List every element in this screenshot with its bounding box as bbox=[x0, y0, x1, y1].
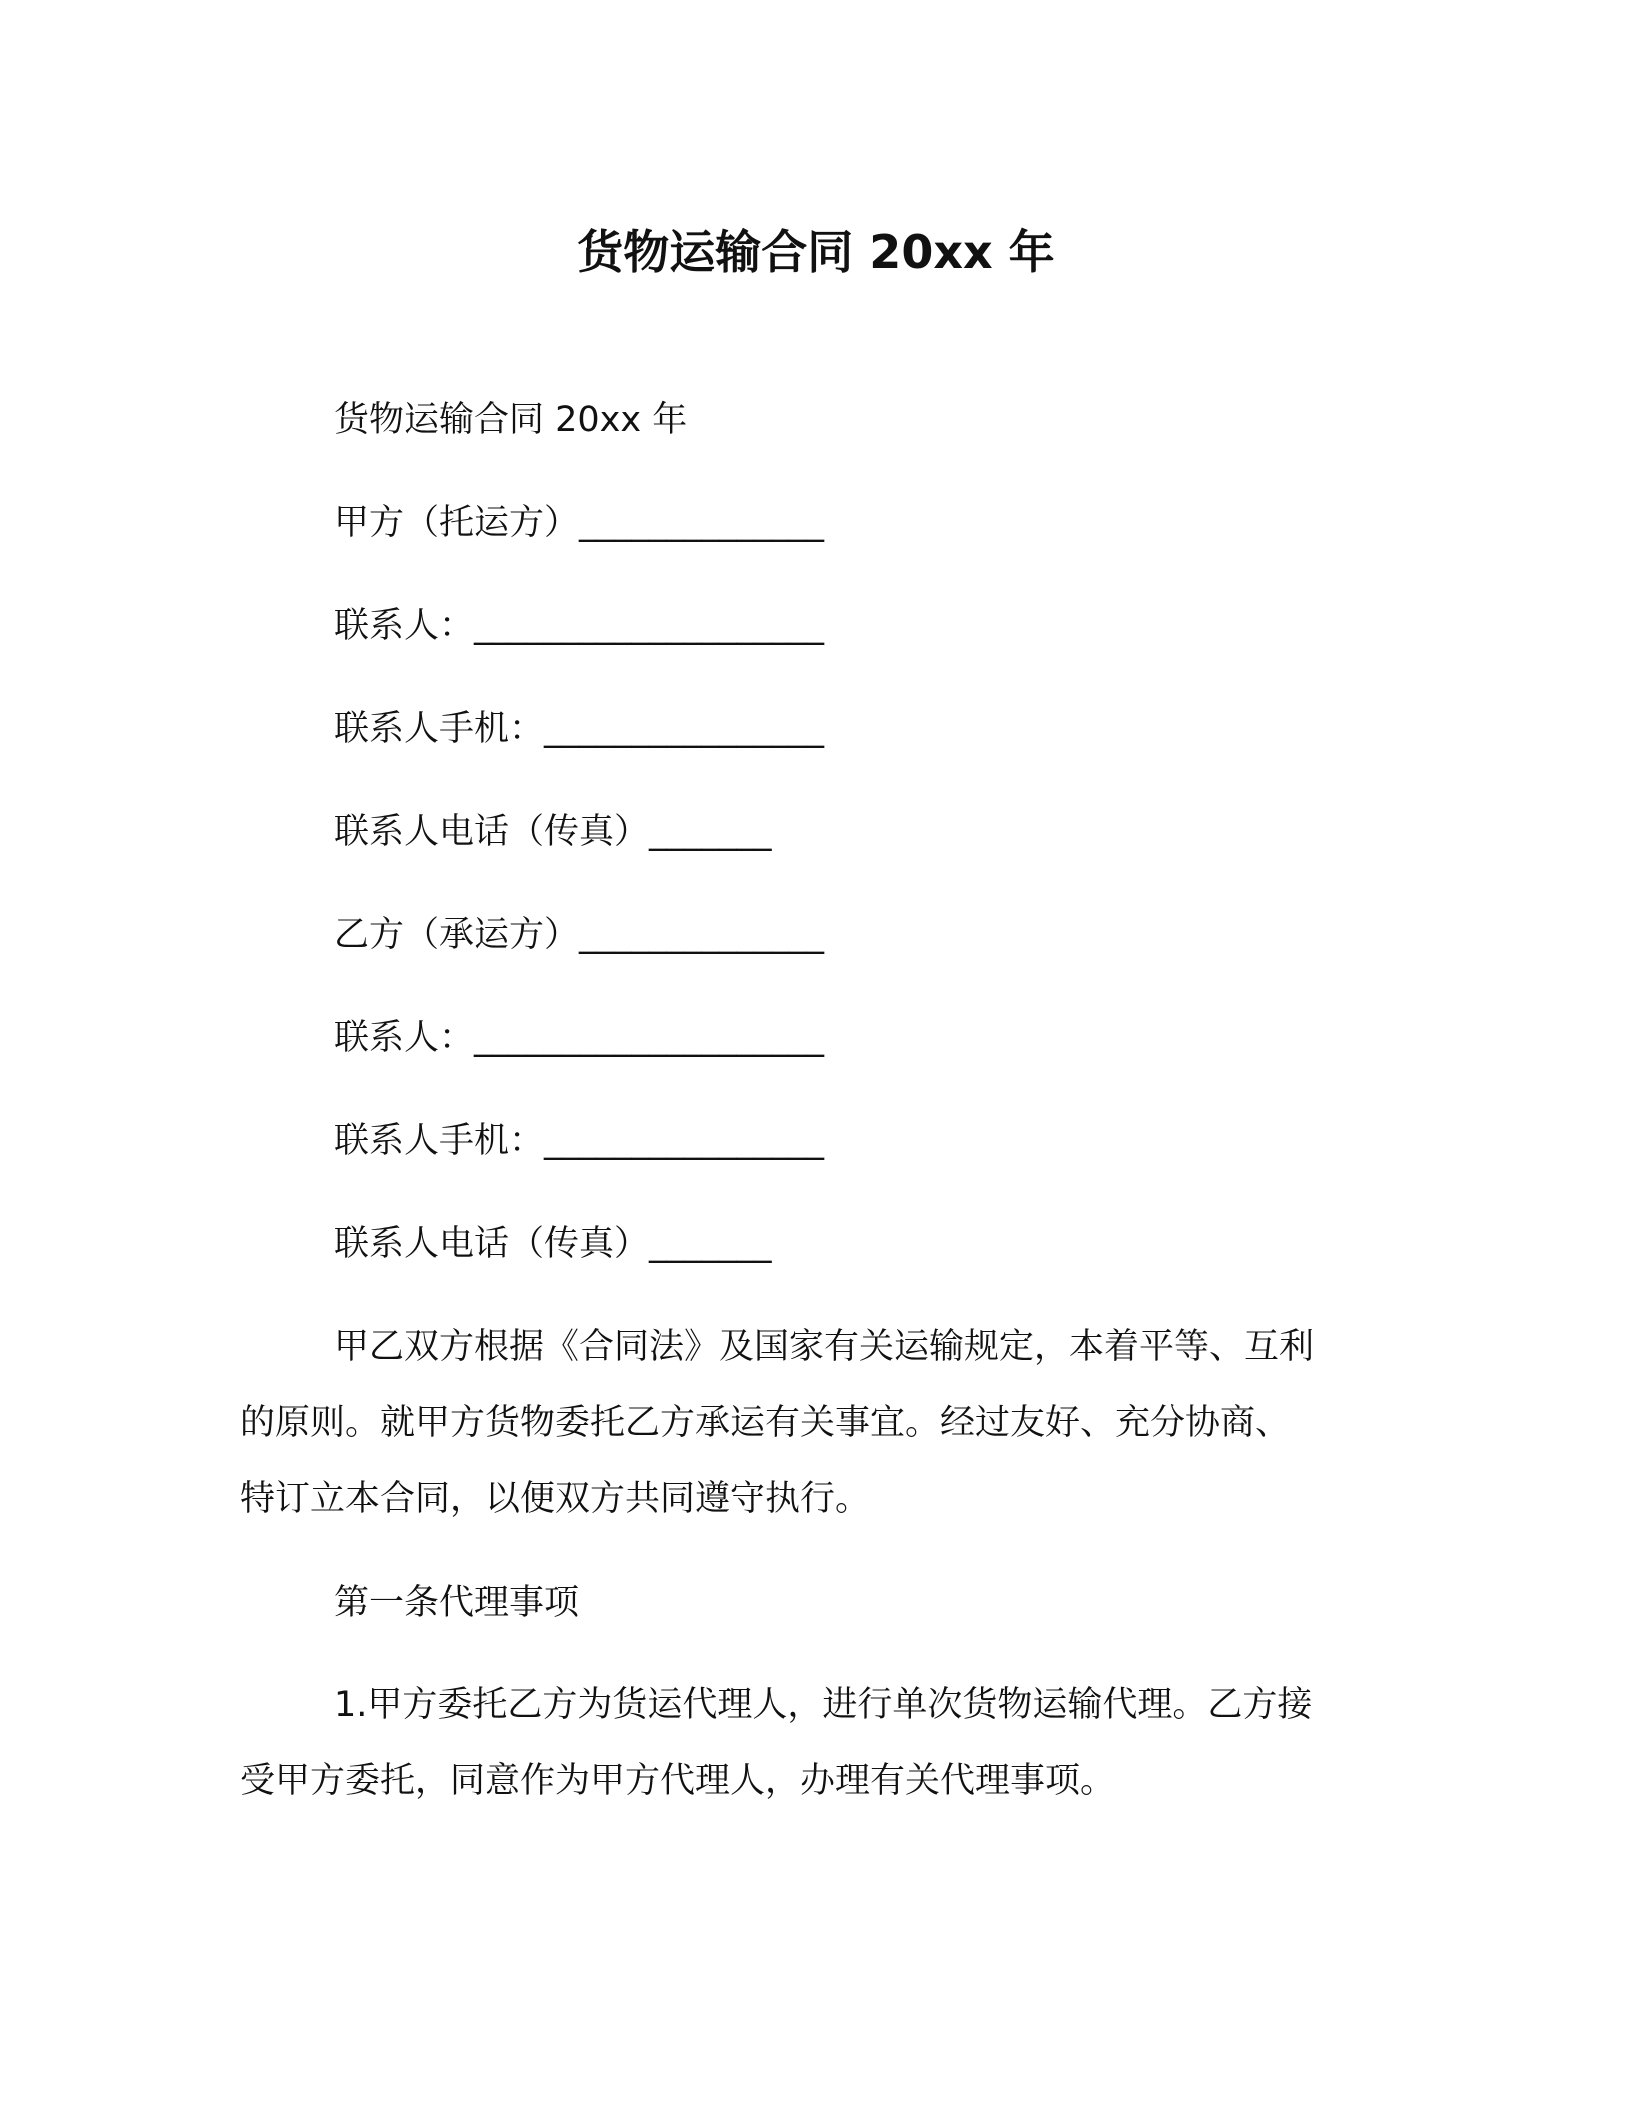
party-b-phone-line: 联系人电话（传真）_______ bbox=[334, 1224, 772, 1264]
intro-paragraph-line: 甲乙双方根据《合同法》及国家有关运输规定，本着平等、互利 bbox=[334, 1327, 1315, 1367]
intro-paragraph-line: 的原则。就甲方货物委托乙方承运有关事宜。经过友好、充分协商、 bbox=[240, 1403, 1291, 1443]
party-a-phone-line: 联系人电话（传真）_______ bbox=[334, 812, 772, 852]
document-title: 货物运输合同 20xx 年 bbox=[577, 225, 1055, 279]
party-a-line: 甲方（托运方）______________ bbox=[334, 503, 825, 543]
party-b-line: 乙方（承运方）______________ bbox=[334, 915, 825, 955]
document-subtitle: 货物运输合同 20xx 年 bbox=[334, 400, 688, 440]
intro-paragraph-line: 特订立本合同，以便双方共同遵守执行。 bbox=[240, 1479, 871, 1519]
article-1-heading: 第一条代理事项 bbox=[334, 1583, 580, 1623]
article-1-item-line: 1.甲方委托乙方为货运代理人，进行单次货物运输代理。乙方接 bbox=[334, 1685, 1313, 1725]
party-b-mobile-line: 联系人手机：________________ bbox=[334, 1121, 825, 1161]
article-1-item-line: 受甲方委托，同意作为甲方代理人，办理有关代理事项。 bbox=[240, 1761, 1116, 1801]
party-a-mobile-line: 联系人手机：________________ bbox=[334, 709, 825, 749]
party-b-contact-line: 联系人：____________________ bbox=[334, 1018, 825, 1058]
party-a-contact-line: 联系人：____________________ bbox=[334, 606, 825, 646]
